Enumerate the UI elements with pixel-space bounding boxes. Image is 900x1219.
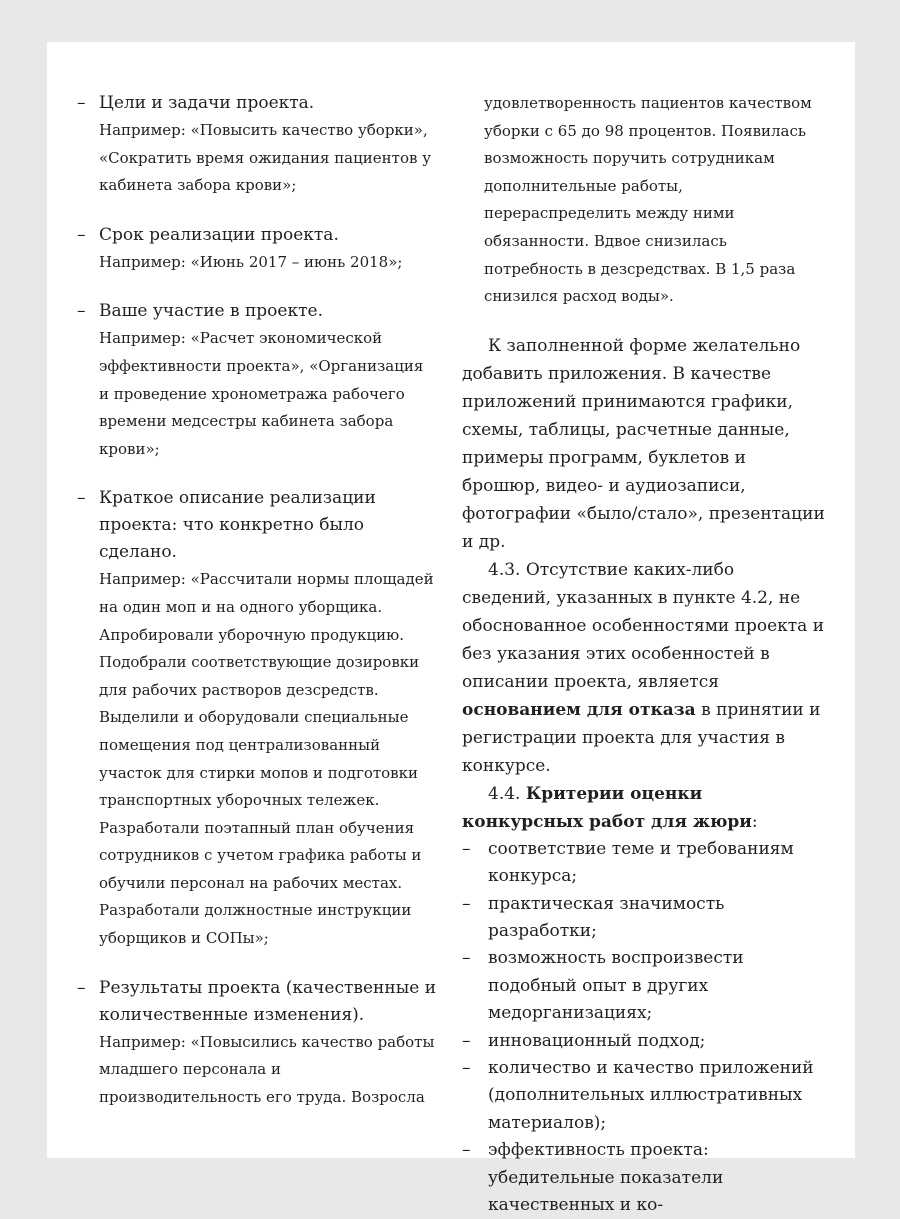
dash-bullet: – xyxy=(462,948,471,969)
dash-bullet: – xyxy=(462,838,471,859)
section-4-4-colon: : xyxy=(751,811,758,832)
criteria-item xyxy=(462,1137,828,1219)
dash-bullet: – xyxy=(462,1140,471,1161)
results-continuation: удовлетворенность пациентов качеством уборки с 65 до 98 процентов. Появилась возможность поручить сотрудникам дополнительные работы, перераспределить между ними обязанности. Вдвое снизилась потребность в дезсредствах. В 1,5 раза снизился расход воды». xyxy=(484,94,812,306)
list-item xyxy=(77,298,437,463)
criteria-text: практическая значимость разработки; xyxy=(488,893,725,941)
dash-bullet: – xyxy=(77,93,86,113)
section-4-4-number: 4.4. xyxy=(488,783,526,804)
dash-bullet: – xyxy=(462,893,471,914)
item-example: Например: «Рассчитали нормы площадей на один моп и на одного уборщика. Апробировали уборочную продукцию. Подобрали соответствующие дозировки для рабочих растворов дезсредств. Выделили и оборудовали специальные помещения под централизованный участок для стирки мопов и подготовки транспортных уборочных тележек. Разработали поэтапный план обучения сотрудников с учетом графика работы и обучили персонал на рабочих местах. Разработали должностные инструкции уборщиков и СОПы»; xyxy=(99,570,434,948)
item-heading: Цели и задачи проекта. xyxy=(99,93,315,113)
criteria-text: эффективность проекта: убедительные показатели качественных и ко- xyxy=(488,1140,724,1216)
list-item xyxy=(77,975,437,1112)
refusal-basis-bold: основанием для отказа xyxy=(462,699,696,720)
right-column xyxy=(462,90,828,1219)
list-item xyxy=(77,222,437,277)
list-item xyxy=(77,485,437,952)
document-page xyxy=(47,42,855,1216)
criteria-item xyxy=(462,1028,828,1055)
item-example: Например: «Повысились качество работы младшего персонала и производительность его труда. Возросла xyxy=(99,1032,435,1106)
criteria-list xyxy=(462,836,828,1219)
dash-bullet: – xyxy=(462,1058,471,1078)
criteria-item xyxy=(462,945,828,1027)
dash-bullet: – xyxy=(77,224,86,245)
dash-bullet: – xyxy=(77,977,86,998)
attachments-paragraph: К заполненной форме желательно добавить приложения. В качестве приложений принимаются графики, схемы, таблицы, расчетные данные, примеры программ, буклетов и брошюр, видео- и аудиозаписи, фотографии «было/стало», презентации и др. xyxy=(462,335,825,552)
dash-bullet: – xyxy=(462,1030,471,1051)
criteria-item xyxy=(462,891,828,946)
section-4-4 xyxy=(462,780,828,836)
item-heading: Краткое описание реализации проекта: что конкретно было сделано. xyxy=(99,488,376,563)
section-4-3-tail: в принятии и регистрации проекта для участия в конкурсе. xyxy=(462,699,821,776)
section-4-3-text: 4.3. Отсутствие каких-либо сведений, указанных в пункте 4.2, не обоснованное особенностями проекта и без указания этих особенностей в описании проекта, является xyxy=(462,559,825,692)
section-4-3 xyxy=(462,556,828,780)
item-heading: Срок реализации проекта. xyxy=(99,224,339,245)
left-column xyxy=(77,90,437,1133)
dash-bullet: – xyxy=(77,301,86,322)
dash-bullet: – xyxy=(77,488,86,509)
criteria-text: инновационный подход; xyxy=(488,1030,706,1051)
criteria-text: возможность воспроизвести подобный опыт в других медорганизациях; xyxy=(488,948,744,1024)
criteria-text: соответствие теме и требованиям конкурса; xyxy=(488,838,794,887)
item-heading: Ваше участие в проекте. xyxy=(99,301,323,322)
item-example: Например: «Июнь 2017 – июнь 2018»; xyxy=(99,252,403,271)
item-example: Например: «Повысить качество уборки», «Сократить время ожидания пациентов у кабинета забора крови»; xyxy=(99,121,432,195)
item-example: Например: «Расчет экономической эффективности проекта», «Организация и проведение хронометража рабочего времени медсестры кабинета забора крови»; xyxy=(99,329,424,458)
item-heading: Результаты проекта (качественные и количественные изменения). xyxy=(99,977,437,1025)
criteria-item xyxy=(462,1055,828,1137)
criteria-heading-bold: Критерии оценки конкурсных работ для жюри xyxy=(462,783,752,832)
criteria-item xyxy=(462,836,828,891)
list-item xyxy=(77,90,437,200)
criteria-text: количество и качество приложений (дополнительных иллюстративных материалов); xyxy=(488,1058,814,1133)
